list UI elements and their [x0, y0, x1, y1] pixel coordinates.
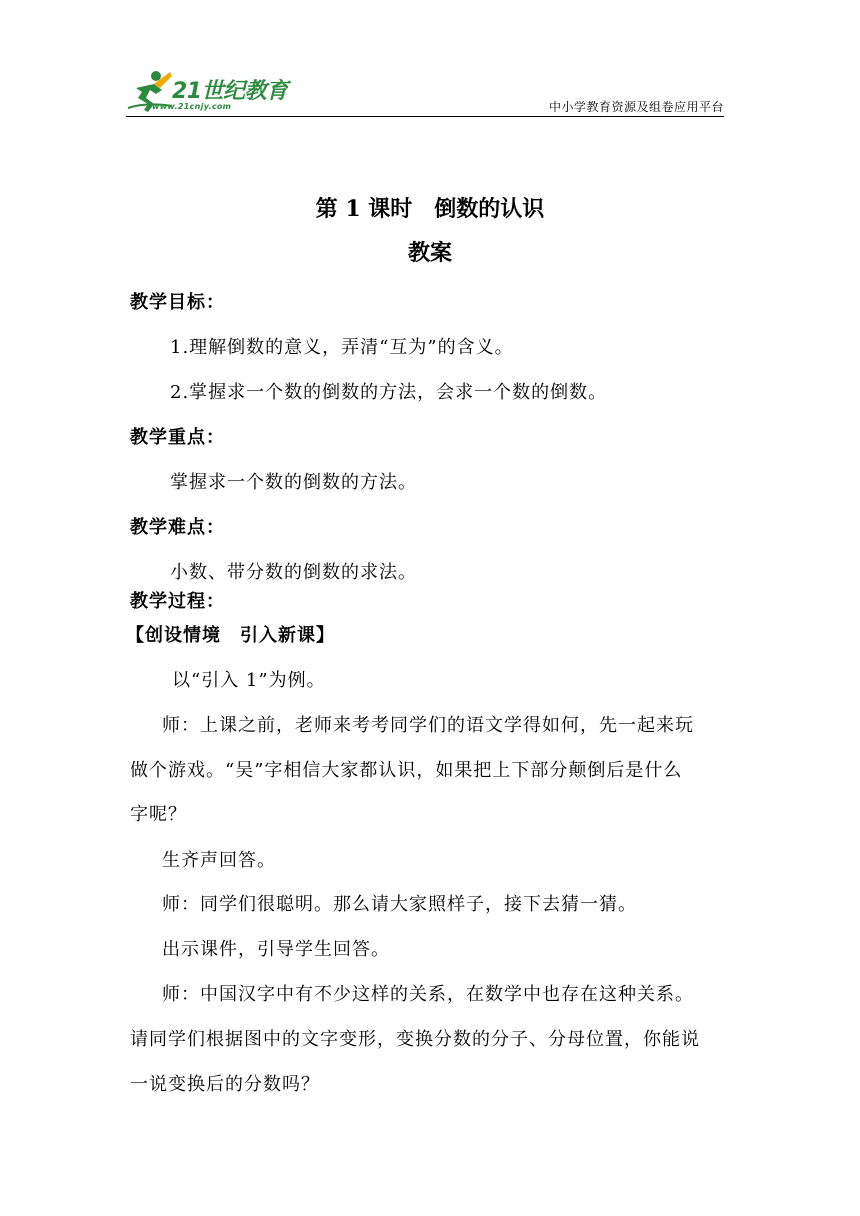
difficulty-text: 小数、带分数的倒数的求法。: [170, 562, 417, 583]
paragraph-line: 一说变换后的分数吗？: [130, 1074, 320, 1095]
paragraph-line: 出示课件，引导学生回答。: [162, 939, 390, 960]
lesson-title: 第 1 课时 倒数的认识: [315, 196, 545, 222]
paragraph-line: 生齐声回答。: [162, 850, 276, 871]
subsection-heading: 【创设情境 引入新课】: [126, 625, 335, 646]
logo: [126, 68, 296, 116]
platform-name: 中小学教育资源及组卷应用平台: [548, 100, 724, 114]
section-heading-key-points: 教学重点：: [130, 427, 225, 448]
section-heading-process: 教学过程：: [130, 591, 225, 612]
paragraph-line: 请同学们根据图中的文字变形，变换分数的分子、分母位置，你能说: [130, 1029, 700, 1050]
objective-item: 2.掌握求一个数的倒数的方法，会求一个数的倒数。: [170, 382, 608, 403]
key-point-text: 掌握求一个数的倒数的方法。: [170, 472, 417, 493]
lesson-subtitle: 教案: [407, 240, 452, 266]
paragraph-line: 师：中国汉字中有不少这样的关系，在数学中也存在这种关系。: [162, 984, 694, 1005]
section-heading-objectives: 教学目标：: [130, 292, 225, 313]
section-heading-difficulties: 教学难点：: [130, 517, 225, 538]
logo-url: www.21cnjy.com: [152, 102, 232, 111]
paragraph-line: 师：同学们很聪明。那么请大家照样子，接下去猜一猜。: [162, 894, 637, 915]
logo-text: 21世纪教育: [172, 79, 288, 104]
paragraph-line: 以“引入 1”为例。: [172, 670, 326, 691]
paragraph-line: 做个游戏。“吴”字相信大家都认识，如果把上下部分颠倒后是什么: [130, 760, 683, 781]
header-divider: [126, 116, 724, 117]
paragraph-line: 字呢？: [130, 804, 187, 825]
paragraph-line: 师：上课之前，老师来考考同学们的语文学得如何，先一起来玩: [162, 715, 694, 736]
objective-item: 1.理解倒数的意义，弄清“互为”的含义。: [170, 337, 514, 358]
page-header: [126, 68, 724, 116]
